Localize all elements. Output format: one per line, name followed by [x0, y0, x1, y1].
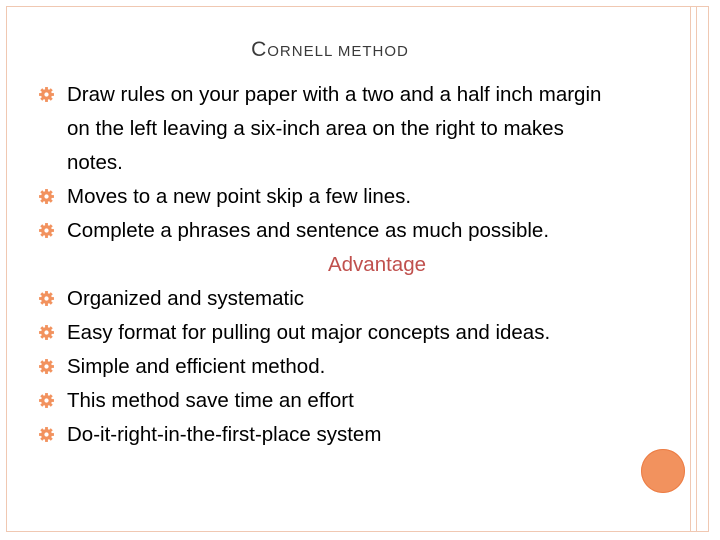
- bullet-item: [45, 384, 625, 418]
- bullet-item: [45, 350, 625, 384]
- bullet-item: [45, 316, 625, 350]
- bullet-text: Simple and efficient method.: [67, 355, 326, 378]
- bullet-text: This method save time an effort: [67, 389, 354, 412]
- title-initial: C: [251, 38, 268, 61]
- bullet-item: [45, 282, 625, 316]
- advantage-heading: Advantage: [327, 253, 427, 276]
- slide-content: [45, 78, 625, 452]
- gear-icon: [38, 426, 55, 443]
- border-rail: [690, 7, 691, 531]
- bullet-item: [45, 418, 625, 452]
- bullet-item: [45, 214, 625, 248]
- bullet-text: Do-it-right-in-the-first-place system: [67, 423, 382, 446]
- gear-icon: [38, 358, 55, 375]
- gear-icon: [38, 290, 55, 307]
- title-rest: ORNELL METHOD: [267, 43, 409, 60]
- bullet-item: [45, 180, 625, 214]
- bullet-item: [45, 78, 625, 180]
- bullet-text: Organized and systematic: [67, 287, 305, 310]
- gear-icon: [38, 392, 55, 409]
- decorative-circle: [641, 449, 685, 493]
- bullet-text: Complete a phrases and sentence as much possible.: [67, 219, 550, 242]
- gear-icon: [38, 86, 55, 103]
- bullet-text: Draw rules on your paper with a two and a half inch margin on the left leaving a six-inch area on the right to makes notes.: [67, 83, 602, 174]
- border-rail: [696, 7, 697, 531]
- bullet-text: Moves to a new point skip a few lines.: [67, 185, 412, 208]
- gear-icon: [38, 188, 55, 205]
- gear-icon: [38, 324, 55, 341]
- slide-title: [0, 38, 660, 62]
- bullet-text: Easy format for pulling out major concepts and ideas.: [67, 321, 551, 344]
- gear-icon: [38, 222, 55, 239]
